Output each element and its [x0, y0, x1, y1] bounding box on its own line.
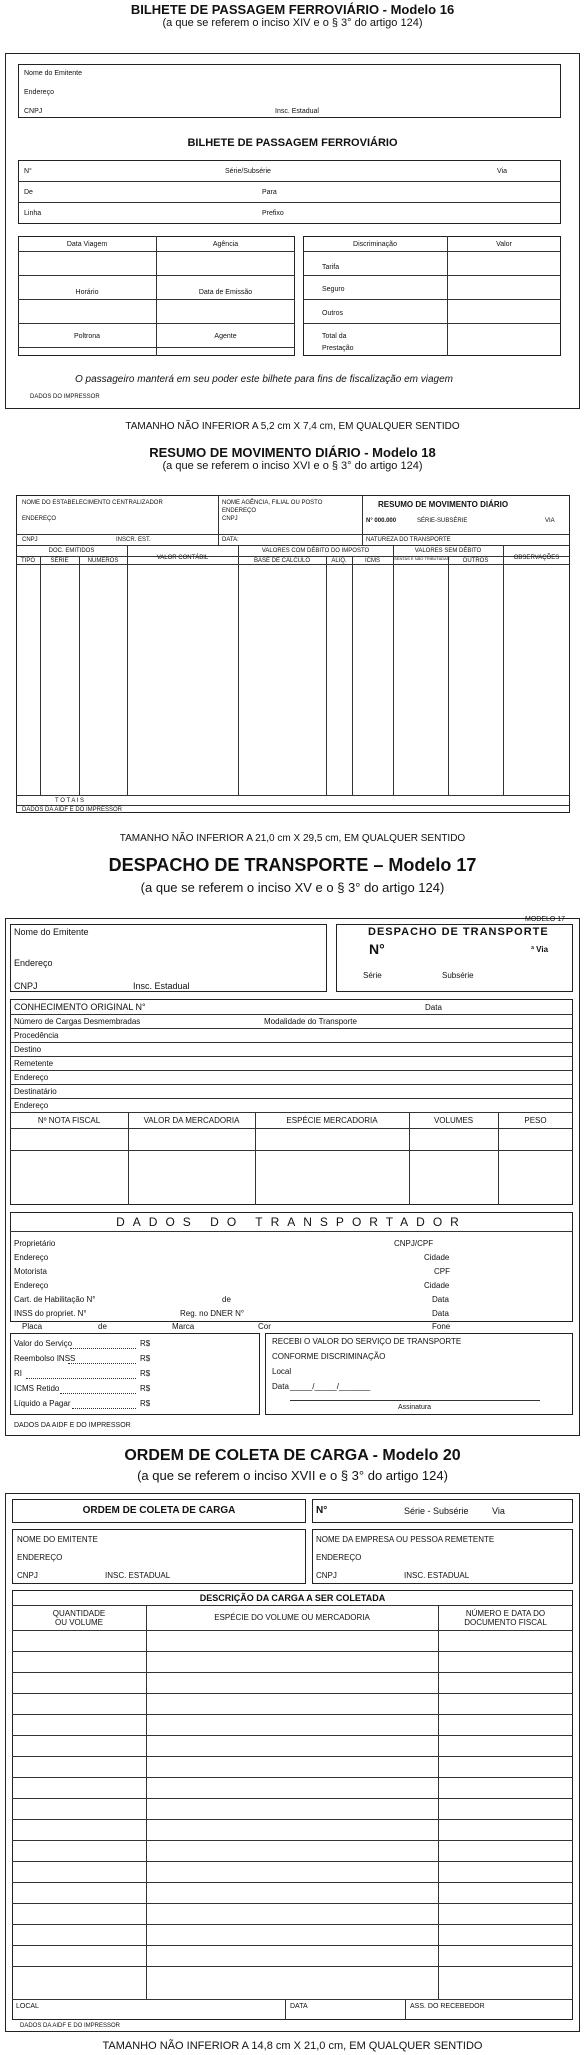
m17-de-label: de	[222, 1295, 231, 1304]
m16-data-viagem-label: Data Viagem	[66, 241, 108, 248]
m17-recebi-label: RECEBI O VALOR DO SERVIÇO DE TRANSPORTE	[272, 1337, 462, 1346]
m17-endereco-t-label: Endereço	[14, 1253, 49, 1262]
m20-title: ORDEM DE COLETA DE CARGA - Modelo 20	[124, 1447, 461, 1464]
m17-rs-3: R$	[140, 1369, 151, 1378]
m17-fone-label: Fone	[432, 1322, 451, 1331]
m17-rs-4: R$	[140, 1384, 151, 1393]
m20-tamanho: TAMANHO NÃO INFERIOR A 14,8 cm X 21,0 cm, EM QUALQUER SENTIDO	[102, 2040, 483, 2052]
m18-observacoes-label: OBSERVAÇÕES	[513, 555, 560, 561]
m16-data-emissao-label: Data de Emissão	[198, 289, 253, 296]
m17-reg-dner-label: Reg. no DNER N°	[180, 1309, 245, 1318]
m18-valor-contabil-label: VALOR CONTÁBIL	[156, 555, 209, 561]
m17-insc-estadual-label: Insc. Estadual	[133, 981, 190, 991]
m17-endereco-r-label: Endereço	[14, 1073, 49, 1082]
m18-outros-label: OUTROS	[462, 558, 489, 564]
m20-numero-label: N°	[316, 1505, 328, 1516]
m17-destinatario-label: Destinatário	[14, 1087, 57, 1096]
m18-form	[16, 495, 570, 813]
m17-rs-1: R$	[140, 1339, 151, 1348]
m20-numero-data-label: NÚMERO E DATA DO	[465, 1609, 546, 1618]
m18-totais-label: T O T A I S	[55, 798, 85, 804]
m18-nome-estab-label: NOME DO ESTABELECIMENTO CENTRALIZADOR	[22, 500, 163, 506]
m20-serie-label: Série - Subsérie	[404, 1506, 469, 1516]
m18-dados-aidf: DADOS DA AIDF E DO IMPRESSOR	[22, 807, 123, 813]
m16-linha-label: Linha	[24, 210, 42, 217]
m17-local-label: Local	[272, 1367, 292, 1376]
m17-placa-label: Placa	[22, 1322, 43, 1331]
m18-tipo-label: TIPO	[20, 558, 35, 564]
m17-conforme-label: CONFORME DISCRIMINAÇÃO	[272, 1352, 386, 1361]
m20-especie-label: ESPÉCIE DO VOLUME OU MERCADORIA	[214, 1613, 370, 1622]
m16-cnpj-label: CNPJ	[24, 108, 43, 115]
m17-conhecimento-label: CONHECIMENTO ORIGINAL N°	[14, 1002, 146, 1012]
m17-subtitle: (a que se referem o inciso XV e o § 3° do artigo 124)	[140, 880, 445, 895]
m17-nota-fiscal-label: Nº NOTA FISCAL	[37, 1116, 101, 1125]
m17-cpf-label: CPF	[434, 1267, 450, 1276]
m17-ri-label: RI	[14, 1369, 22, 1378]
m17-numero-label: N°	[369, 941, 385, 957]
m16-de-label: De	[24, 189, 33, 196]
m16-nome-emitente-label: Nome do Emitente	[24, 70, 82, 77]
m18-tamanho: TAMANHO NÃO INFERIOR A 21,0 cm X 29,5 cm, EM QUALQUER SENTIDO	[119, 833, 466, 844]
m17-dados-transportador-label: DADOS DO TRANSPORTADOR	[116, 1215, 467, 1229]
m18-form-title: RESUMO DE MOVIMENTO DIÁRIO	[378, 500, 509, 509]
m16-para-label: Para	[262, 189, 277, 196]
m20-subtitle: (a que se referem o inciso XVII e o § 3° do artigo 124)	[137, 1468, 448, 1483]
m17-marca-label: Marca	[172, 1322, 195, 1331]
m18-natureza-label: NATUREZA DO TRANSPORTE	[366, 537, 451, 543]
m16-endereco-label: Endereço	[24, 89, 54, 96]
m18-cnpj2-label: CNPJ	[222, 516, 238, 522]
m20-ou-volume-label: OU VOLUME	[54, 1618, 103, 1627]
m17-cidade2-label: Cidade	[424, 1281, 450, 1290]
m18-inscr-est-label: INSCR. EST.	[116, 537, 151, 543]
m17-modalidade-label: Modalidade do Transporte	[264, 1017, 357, 1026]
m16-valor-label: Valor	[496, 241, 512, 248]
m18-numeros-label: NÚMEROS	[87, 558, 119, 564]
m17-especie-label: ESPÉCIE MERCADORIA	[286, 1116, 378, 1125]
m17-nome-emitente-label: Nome do Emitente	[14, 927, 89, 937]
m18-doc-emitidos-label: DOC. EMITIDOS	[48, 548, 95, 554]
m18-subtitle: (a que se referem o inciso XVI e o § 3° do artigo 124)	[162, 460, 423, 472]
m17-cnpj-cpf-label: CNPJ/CPF	[394, 1239, 434, 1248]
m16-total-da-label: Total da	[322, 333, 347, 340]
m20-endereco2-label: ENDEREÇO	[316, 1553, 362, 1562]
m16-prestacao-label: Prestação	[322, 345, 354, 352]
m17-cor-label: Cor	[258, 1322, 271, 1331]
m17-cart-hab-label: Cart. de Habilitação N°	[14, 1295, 96, 1304]
m17-procedencia-label: Procedência	[14, 1031, 59, 1040]
m17-icms-retido-label: ICMS Retido	[14, 1384, 60, 1393]
m17-assinatura-label: Assinatura	[398, 1404, 432, 1411]
m16-aviso: O passageiro manterá em seu poder este bilhete para fins de fiscalização em viagem	[75, 374, 453, 385]
m18-cnpj-label: CNPJ	[22, 537, 38, 543]
m18-serie-label: SÉRIE-SUBSÉRIE	[417, 518, 468, 524]
m16-dados-impressor: DADOS DO IMPRESSOR	[30, 394, 100, 400]
m18-nome-agencia-label: NOME AGÊNCIA, FILIAL OU POSTO	[222, 500, 323, 506]
m18-isentas-label: ISENTAS E NÃO TRIBUTADAS	[393, 556, 450, 561]
m20-quantidade-label: QUANTIDADE	[52, 1609, 106, 1618]
m17-liquido-label: Líquido a Pagar	[14, 1399, 71, 1408]
m17-endereco-label: Endereço	[14, 958, 53, 968]
m17-rs-5: R$	[140, 1399, 151, 1408]
m18-valores-sem-debito-label: VALORES SEM DÉBITO	[414, 548, 482, 554]
m17-via-label: ª Via	[531, 945, 549, 954]
m17-de2-label: de	[98, 1322, 107, 1331]
m18-icms-label: ICMS	[365, 558, 380, 564]
m20-insc-estadual2-label: INSC. ESTADUAL	[404, 1571, 470, 1580]
m18-via-label: VIA	[545, 518, 555, 524]
m16-title: BILHETE DE PASSAGEM FERROVIÁRIO - Modelo 16	[130, 2, 455, 17]
m17-inss-label: INSS do propriet. N°	[14, 1309, 87, 1318]
m20-nome-empresa-label: NOME DA EMPRESA OU PESSOA REMETENTE	[316, 1535, 495, 1544]
m20-endereco-label: ENDEREÇO	[17, 1553, 63, 1562]
m20-local-label: LOCAL	[16, 2003, 39, 2010]
m17-motorista-label: Motorista	[14, 1267, 47, 1276]
m16-discriminacao-label: Discriminação	[353, 241, 397, 248]
m18-valores-com-debito-label: VALORES COM DÉBITO DO IMPOSTO	[261, 548, 370, 554]
m20-nome-emitente-label: NOME DO EMITENTE	[17, 1535, 98, 1544]
m17-numero-cargas-label: Número de Cargas Desmembradas	[14, 1017, 141, 1026]
m20-ass-recebedor-label: ASS. DO RECEBEDOR	[410, 2003, 485, 2010]
m17-data-rec-label: Data	[272, 1382, 289, 1391]
m16-seguro-label: Seguro	[322, 286, 345, 293]
m16-agente-label: Agente	[214, 333, 237, 340]
m17-data2-label: Data	[432, 1295, 449, 1304]
m20-data-label: DATA	[290, 2003, 308, 2010]
m17-cidade-label: Cidade	[424, 1253, 450, 1262]
m17-destino-label: Destino	[14, 1045, 42, 1054]
m16-serie-label: Série/Subsérie	[225, 168, 271, 175]
m18-aliq-label: ALIQ.	[331, 558, 347, 564]
m18-endereco-label: ENDEREÇO	[22, 516, 57, 522]
m20-descricao-table	[12, 1590, 573, 2020]
m16-numero-label: N°	[24, 168, 32, 175]
m17-endereco-d-label: Endereço	[14, 1101, 49, 1110]
m17-serie-label: Série	[363, 971, 382, 980]
m18-endereco2-label: ENDEREÇO	[222, 508, 257, 514]
m16-poltrona-label: Poltrona	[73, 333, 101, 340]
m17-cnpj-label: CNPJ	[14, 981, 38, 991]
m16-agencia-label: Agência	[212, 241, 239, 248]
m17-valor-servico-label: Valor do Serviço	[14, 1339, 73, 1348]
m16-via-label: Via	[497, 168, 507, 175]
m18-serie-col-label: SÉRIE	[50, 558, 69, 564]
m20-documento-fiscal-label: DOCUMENTO FISCAL	[464, 1618, 547, 1627]
m17-reembolso-label: Reembolso INSS	[14, 1354, 76, 1363]
m20-cnpj-label: CNPJ	[17, 1571, 38, 1580]
m17-data-label: Data	[425, 1003, 442, 1012]
m17-remetente-label: Remetente	[14, 1059, 54, 1068]
m16-outros-label: Outros	[322, 310, 344, 317]
m18-title: RESUMO DE MOVIMENTO DIÁRIO - Modelo 18	[149, 445, 436, 460]
m17-rs-2: R$	[140, 1354, 151, 1363]
m17-subserie-label: Subsérie	[442, 971, 474, 980]
m16-prefixo-label: Prefixo	[262, 210, 284, 217]
m20-form-title: ORDEM DE COLETA DE CARGA	[82, 1505, 236, 1516]
m17-volumes-label: VOLUMES	[433, 1116, 474, 1125]
m16-tarifa-label: Tarifa	[322, 264, 340, 271]
m16-subtitle: (a que se referem o inciso XIV e o § 3° do artigo 124)	[162, 17, 423, 29]
m17-peso-label: PESO	[524, 1116, 547, 1125]
m16-route-box	[18, 160, 561, 224]
m17-valor-mercadoria-label: VALOR DA MERCADORIA	[143, 1116, 240, 1125]
m20-insc-estadual-label: INSC. ESTADUAL	[105, 1571, 171, 1580]
m18-data-label: DATA:	[222, 537, 239, 543]
m17-data3-label: Data	[432, 1309, 449, 1318]
m17-title: DESPACHO DE TRANSPORTE – Modelo 17	[108, 855, 477, 875]
m17-form-title: DESPACHO DE TRANSPORTE	[368, 926, 549, 938]
m17-proprietario-label: Proprietário	[14, 1239, 56, 1248]
m18-numero-label: N° 000.000	[366, 518, 397, 524]
m20-dados-aidf: DADOS DA AIDF E DO IMPRESSOR	[20, 2023, 121, 2029]
m20-cnpj2-label: CNPJ	[316, 1571, 337, 1580]
m17-dados-aidf: DADOS DA AIDF E DO IMPRESSOR	[14, 1422, 131, 1429]
m16-horario-label: Horário	[75, 289, 99, 296]
m16-form-title: BILHETE DE PASSAGEM FERROVIÁRIO	[187, 137, 398, 149]
m20-descricao-label: DESCRIÇÃO DA CARGA A SER COLETADA	[199, 1593, 386, 1603]
m18-base-calculo-label: BASE DE CÁLCULO	[253, 558, 311, 564]
m17-conhecimento-box	[10, 999, 573, 1205]
m17-endereco-m-label: Endereço	[14, 1281, 49, 1290]
m16-insc-estadual-label: Insc. Estadual	[275, 108, 319, 115]
m16-tamanho: TAMANHO NÃO INFERIOR A 5,2 cm X 7,4 cm, EM QUALQUER SENTIDO	[125, 421, 460, 432]
m20-via-label: Via	[492, 1506, 505, 1516]
m17-modelo-tag: MODELO 17	[525, 916, 566, 923]
